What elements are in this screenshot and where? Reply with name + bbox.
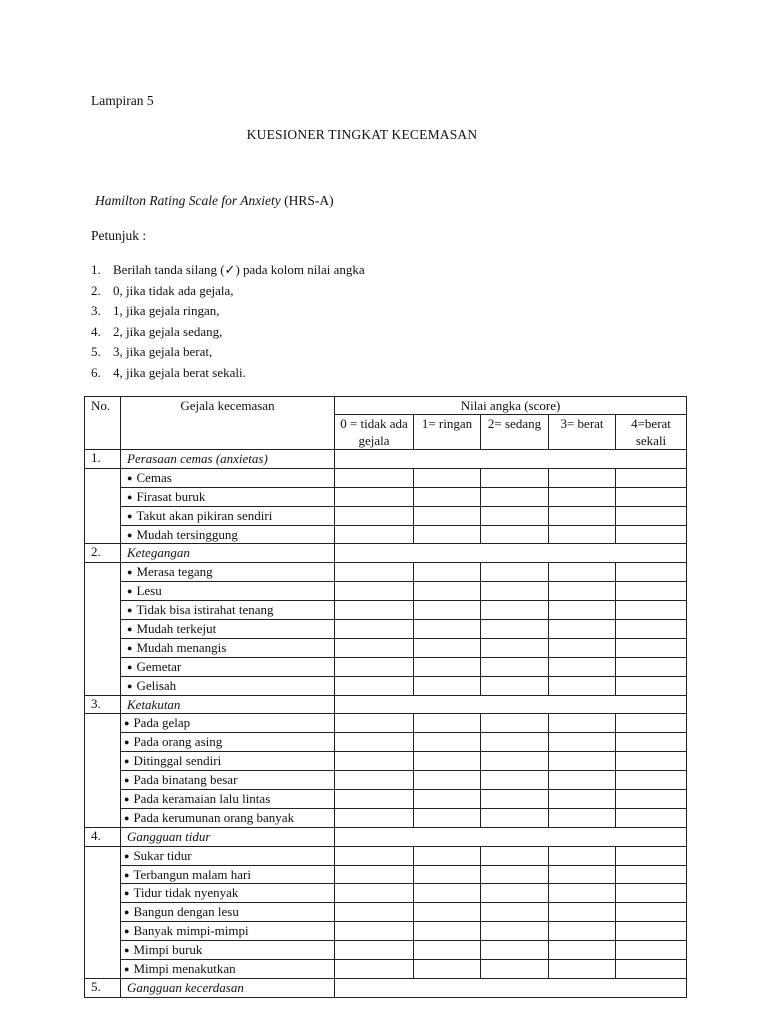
section-number: 4. — [85, 827, 121, 846]
score-cell-2[interactable] — [481, 808, 549, 827]
score-cell-3[interactable] — [549, 468, 616, 487]
scale-abbrev: (HRS-A) — [280, 193, 334, 208]
score-cell-0[interactable] — [335, 733, 414, 752]
section-number: 5. — [85, 978, 121, 997]
score-cell-0[interactable] — [335, 487, 414, 506]
score-cell-1[interactable] — [414, 733, 481, 752]
score-cell-1[interactable] — [414, 620, 481, 639]
bullet-icon: ● — [124, 926, 130, 937]
score-cell-0[interactable] — [335, 638, 414, 657]
score-cell-2[interactable] — [481, 884, 549, 903]
score-cell-3[interactable] — [549, 884, 616, 903]
score-cell-4[interactable] — [616, 733, 687, 752]
bullet-icon: ● — [127, 567, 133, 578]
score-cell-3[interactable] — [549, 582, 616, 601]
score-cell-4[interactable] — [616, 657, 687, 676]
score-cell-4[interactable] — [616, 846, 687, 865]
score-cell-2[interactable] — [481, 638, 549, 657]
symptom-item — [121, 752, 335, 771]
symptom-label: Cemas — [136, 469, 172, 485]
score-cell-1[interactable] — [414, 525, 481, 544]
symptom-item — [121, 922, 335, 941]
score-cell-1[interactable] — [414, 790, 481, 809]
bullet-icon: ● — [124, 907, 130, 918]
score-cell-3[interactable] — [549, 714, 616, 733]
score-cell-3[interactable] — [549, 752, 616, 771]
symptom-row — [85, 487, 687, 506]
score-cell-1[interactable] — [414, 922, 481, 941]
symptom-row — [85, 752, 687, 771]
section-number: 2. — [85, 544, 121, 563]
bullet-icon: ● — [124, 793, 130, 804]
header-score-3: 3= berat — [549, 415, 616, 450]
score-cell-3[interactable] — [549, 771, 616, 790]
score-cell-0[interactable] — [335, 922, 414, 941]
symptom-row — [85, 808, 687, 827]
instruction-item: 2. 0, jika tidak ada gejala, — [91, 282, 234, 298]
bullet-icon: ● — [127, 680, 133, 691]
score-cell-2[interactable] — [481, 657, 549, 676]
bullet-icon: ● — [124, 718, 130, 729]
symptom-label: Gemetar — [136, 658, 182, 674]
header-score-4: 4=berat sekali — [616, 415, 687, 450]
score-cell-3[interactable] — [549, 676, 616, 695]
scale-subtitle — [95, 193, 334, 209]
score-cell-1[interactable] — [414, 865, 481, 884]
score-cell-1[interactable] — [414, 638, 481, 657]
score-cell-4[interactable] — [616, 790, 687, 809]
symptom-item — [121, 941, 335, 960]
questionnaire-body — [85, 450, 687, 998]
section-row — [85, 978, 687, 997]
symptom-label: Mimpi buruk — [133, 942, 203, 958]
score-cell-3[interactable] — [549, 922, 616, 941]
score-cell-4[interactable] — [616, 922, 687, 941]
symptom-row — [85, 468, 687, 487]
score-cell-4[interactable] — [616, 620, 687, 639]
symptom-item — [121, 714, 335, 733]
score-cell-1[interactable] — [414, 563, 481, 582]
section-row — [85, 544, 687, 563]
score-cell-0[interactable] — [335, 468, 414, 487]
symptom-item — [121, 620, 335, 639]
score-cell-0[interactable] — [335, 941, 414, 960]
score-cell-1[interactable] — [414, 941, 481, 960]
score-cell-1[interactable] — [414, 846, 481, 865]
score-cell-4[interactable] — [616, 525, 687, 544]
score-cell-2[interactable] — [481, 922, 549, 941]
instruction-item: 5. 3, jika gejala berat, — [91, 344, 213, 359]
symptom-item — [121, 960, 335, 979]
score-cell-3[interactable] — [549, 941, 616, 960]
symptom-label: Banyak mimpi-mimpi — [133, 923, 249, 939]
symptom-item — [121, 487, 335, 506]
symptom-row — [85, 676, 687, 695]
bullet-icon: ● — [127, 623, 133, 634]
bullet-icon: ● — [124, 888, 130, 899]
bullet-icon: ● — [124, 850, 130, 861]
score-cell-4[interactable] — [616, 563, 687, 582]
symptom-row — [85, 582, 687, 601]
number-blank-cell — [85, 714, 121, 827]
score-cell-4[interactable] — [616, 941, 687, 960]
symptom-label: Pada kerumunan orang banyak — [133, 809, 295, 825]
score-cell-3[interactable] — [549, 487, 616, 506]
score-cell-4[interactable] — [616, 582, 687, 601]
score-cell-2[interactable] — [481, 960, 549, 979]
score-cell-0[interactable] — [335, 808, 414, 827]
score-cell-1[interactable] — [414, 676, 481, 695]
score-cell-1[interactable] — [414, 752, 481, 771]
score-cell-3[interactable] — [549, 620, 616, 639]
appendix-label: Lampiran 5 — [91, 93, 154, 108]
number-blank-cell — [85, 846, 121, 978]
bullet-icon: ● — [127, 642, 133, 653]
score-cell-2[interactable] — [481, 941, 549, 960]
symptom-label: Gelisah — [136, 677, 177, 693]
symptom-row — [85, 506, 687, 525]
score-cell-4[interactable] — [616, 676, 687, 695]
symptom-row — [85, 563, 687, 582]
bullet-icon: ● — [124, 756, 130, 767]
symptom-item — [121, 563, 335, 582]
score-cell-0[interactable] — [335, 771, 414, 790]
symptom-label: Takut akan pikiran sendiri — [136, 507, 273, 523]
bullet-icon: ● — [127, 472, 133, 483]
symptom-item — [121, 846, 335, 865]
header-score-2: 2= sedang — [481, 415, 549, 450]
instruction-item: 3. 1, jika gejala ringan, — [91, 303, 220, 318]
section-title: Perasaan cemas (anxietas) — [121, 450, 335, 469]
score-cell-3[interactable] — [549, 790, 616, 809]
symptom-row — [85, 620, 687, 639]
symptom-label: Mudah terkejut — [136, 620, 217, 636]
score-cell-2[interactable] — [481, 487, 549, 506]
score-cell-0[interactable] — [335, 601, 414, 620]
score-cell-0[interactable] — [335, 506, 414, 525]
score-cell-0[interactable] — [335, 582, 414, 601]
score-cell-4[interactable] — [616, 771, 687, 790]
symptom-label: Sukar tidur — [133, 847, 192, 863]
bullet-icon: ● — [124, 945, 130, 956]
symptom-label: Pada gelap — [133, 715, 191, 731]
symptom-item — [121, 525, 335, 544]
score-cell-3[interactable] — [549, 733, 616, 752]
symptom-row — [85, 771, 687, 790]
score-cell-2[interactable] — [481, 525, 549, 544]
symptom-label: Firasat buruk — [136, 488, 206, 504]
symptom-item — [121, 790, 335, 809]
score-cell-2[interactable] — [481, 752, 549, 771]
symptom-item — [121, 884, 335, 903]
score-cell-4[interactable] — [616, 487, 687, 506]
score-cell-4[interactable] — [616, 808, 687, 827]
section-number: 1. — [85, 450, 121, 469]
symptom-row — [85, 657, 687, 676]
symptom-row — [85, 941, 687, 960]
symptom-item — [121, 468, 335, 487]
score-cell-1[interactable] — [414, 582, 481, 601]
score-cell-2[interactable] — [481, 790, 549, 809]
symptom-label: Mudah menangis — [136, 639, 227, 655]
symptom-label: Mimpi menakutkan — [133, 960, 236, 976]
symptom-item — [121, 506, 335, 525]
symptom-row — [85, 601, 687, 620]
instructions-list — [91, 260, 365, 383]
score-cell-4[interactable] — [616, 960, 687, 979]
score-cell-3[interactable] — [549, 903, 616, 922]
bullet-icon: ● — [124, 775, 130, 786]
symptom-item — [121, 808, 335, 827]
symptom-label: Lesu — [136, 583, 162, 599]
symptom-row — [85, 714, 687, 733]
score-cell-3[interactable] — [549, 638, 616, 657]
symptom-row — [85, 733, 687, 752]
score-cell-2[interactable] — [481, 620, 549, 639]
bullet-icon: ● — [124, 812, 130, 823]
score-cell-1[interactable] — [414, 903, 481, 922]
section-title: Ketakutan — [121, 695, 335, 714]
header-no: No. — [85, 397, 121, 450]
score-cell-0[interactable] — [335, 790, 414, 809]
score-cell-0[interactable] — [335, 676, 414, 695]
symptom-label: Bangun dengan lesu — [133, 904, 239, 920]
score-cell-2[interactable] — [481, 601, 549, 620]
header-nilai: Nilai angka (score) — [335, 397, 687, 415]
section-score-span — [335, 978, 687, 997]
symptom-row — [85, 865, 687, 884]
score-cell-0[interactable] — [335, 884, 414, 903]
symptom-item — [121, 582, 335, 601]
section-number: 3. — [85, 695, 121, 714]
symptom-label: Pada keramaian lalu lintas — [133, 790, 271, 806]
score-cell-1[interactable] — [414, 487, 481, 506]
score-cell-1[interactable] — [414, 884, 481, 903]
score-cell-4[interactable] — [616, 884, 687, 903]
bullet-icon: ● — [124, 963, 130, 974]
bullet-icon: ● — [124, 869, 130, 880]
symptom-label: Pada orang asing — [133, 734, 223, 750]
score-cell-2[interactable] — [481, 771, 549, 790]
scale-name: Hamilton Rating Scale for Anxiety — [95, 193, 281, 208]
score-cell-3[interactable] — [549, 563, 616, 582]
symptom-row — [85, 790, 687, 809]
header-gejala: Gejala kecemasan — [121, 397, 335, 450]
score-cell-0[interactable] — [335, 752, 414, 771]
score-cell-3[interactable] — [549, 601, 616, 620]
score-cell-0[interactable] — [335, 563, 414, 582]
bullet-icon: ● — [127, 605, 133, 616]
score-cell-3[interactable] — [549, 525, 616, 544]
score-cell-0[interactable] — [335, 657, 414, 676]
score-cell-0[interactable] — [335, 846, 414, 865]
section-row — [85, 450, 687, 469]
section-score-span — [335, 695, 687, 714]
symptom-row — [85, 922, 687, 941]
symptom-label: Tidur tidak nyenyak — [133, 885, 239, 901]
symptom-row — [85, 638, 687, 657]
bullet-icon: ● — [124, 737, 130, 748]
section-row — [85, 695, 687, 714]
symptom-row — [85, 960, 687, 979]
score-cell-0[interactable] — [335, 714, 414, 733]
score-cell-3[interactable] — [549, 960, 616, 979]
symptom-label: Terbangun malam hari — [133, 866, 251, 882]
symptom-item — [121, 601, 335, 620]
score-cell-1[interactable] — [414, 657, 481, 676]
section-score-span — [335, 827, 687, 846]
bullet-icon: ● — [127, 586, 133, 597]
score-cell-4[interactable] — [616, 714, 687, 733]
score-cell-1[interactable] — [414, 771, 481, 790]
score-cell-2[interactable] — [481, 846, 549, 865]
header-score-0: 0 = tidak ada gejala — [335, 415, 414, 450]
score-cell-3[interactable] — [549, 657, 616, 676]
score-cell-2[interactable] — [481, 714, 549, 733]
instruction-item: 4. 2, jika gejala sedang, — [91, 323, 223, 339]
bullet-icon: ● — [127, 510, 133, 521]
score-cell-4[interactable] — [616, 903, 687, 922]
score-cell-2[interactable] — [481, 676, 549, 695]
score-cell-4[interactable] — [616, 468, 687, 487]
score-cell-0[interactable] — [335, 865, 414, 884]
symptom-item — [121, 733, 335, 752]
symptom-row — [85, 525, 687, 544]
score-cell-4[interactable] — [616, 601, 687, 620]
score-cell-0[interactable] — [335, 525, 414, 544]
score-cell-3[interactable] — [549, 808, 616, 827]
score-cell-3[interactable] — [549, 506, 616, 525]
symptom-item — [121, 638, 335, 657]
section-title: Gangguan tidur — [121, 827, 335, 846]
score-cell-2[interactable] — [481, 733, 549, 752]
symptom-label: Mudah tersinggung — [136, 526, 238, 542]
symptom-item — [121, 676, 335, 695]
score-cell-1[interactable] — [414, 808, 481, 827]
symptom-label: Ditinggal sendiri — [133, 753, 222, 769]
score-cell-4[interactable] — [616, 638, 687, 657]
anxiety-questionnaire-table — [84, 396, 687, 998]
score-cell-3[interactable] — [549, 865, 616, 884]
instruction-item: 6. 4, jika gejala berat sekali. — [91, 364, 246, 380]
section-score-span — [335, 544, 687, 563]
symptom-item — [121, 865, 335, 884]
score-cell-0[interactable] — [335, 960, 414, 979]
symptom-item — [121, 657, 335, 676]
symptom-row — [85, 903, 687, 922]
section-score-span — [335, 450, 687, 469]
score-cell-4[interactable] — [616, 752, 687, 771]
number-blank-cell — [85, 563, 121, 695]
score-cell-4[interactable] — [616, 506, 687, 525]
score-cell-2[interactable] — [481, 563, 549, 582]
number-blank-cell — [85, 468, 121, 544]
score-cell-0[interactable] — [335, 620, 414, 639]
score-cell-1[interactable] — [414, 714, 481, 733]
score-cell-1[interactable] — [414, 960, 481, 979]
instruction-item: 1. Berilah tanda silang (✓) pada kolom nilai angka — [91, 262, 365, 277]
score-cell-1[interactable] — [414, 468, 481, 487]
symptom-item — [121, 771, 335, 790]
symptom-row — [85, 846, 687, 865]
bullet-icon: ● — [127, 529, 133, 540]
section-title: Ketegangan — [121, 544, 335, 563]
bullet-icon: ● — [127, 491, 133, 502]
score-cell-2[interactable] — [481, 865, 549, 884]
symptom-label: Tidak bisa istirahat tenang — [136, 602, 274, 618]
score-cell-0[interactable] — [335, 903, 414, 922]
instructions-heading: Petunjuk : — [91, 228, 147, 243]
section-title: Gangguan kecerdasan — [121, 978, 335, 997]
score-cell-3[interactable] — [549, 846, 616, 865]
score-cell-2[interactable] — [481, 506, 549, 525]
header-score-1: 1= ringan — [414, 415, 481, 450]
bullet-icon: ● — [127, 661, 133, 672]
score-cell-1[interactable] — [414, 506, 481, 525]
score-cell-1[interactable] — [414, 601, 481, 620]
score-cell-2[interactable] — [481, 468, 549, 487]
score-cell-2[interactable] — [481, 903, 549, 922]
section-row — [85, 827, 687, 846]
score-cell-2[interactable] — [481, 582, 549, 601]
page-title: KUESIONER TINGKAT KECEMASAN — [246, 127, 478, 142]
symptom-label: Merasa tegang — [136, 564, 213, 580]
symptom-item — [121, 903, 335, 922]
score-cell-4[interactable] — [616, 865, 687, 884]
symptom-label: Pada binatang besar — [133, 772, 238, 788]
symptom-row — [85, 884, 687, 903]
